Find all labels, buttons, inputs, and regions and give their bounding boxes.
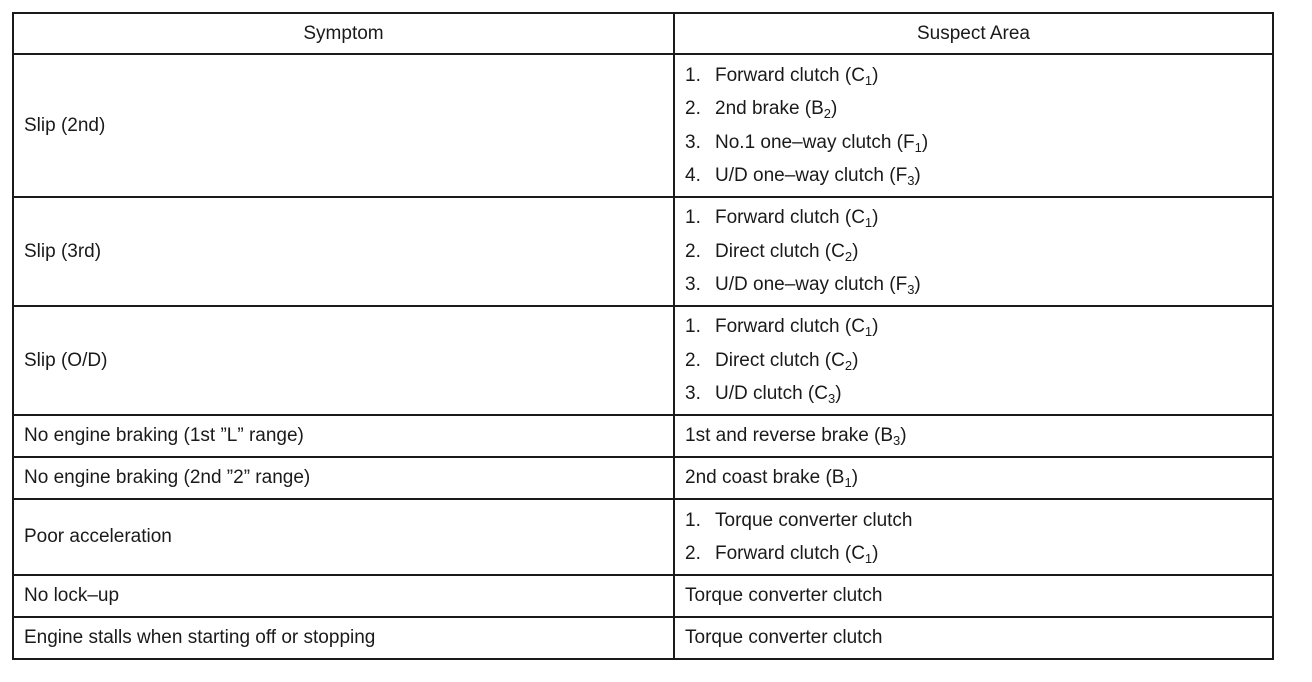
table-row	[13, 306, 1273, 415]
item-tail: )	[852, 349, 859, 371]
item-subscript: 3	[907, 173, 915, 188]
table-row	[13, 197, 1273, 306]
suspect-text: Torque converter clutch	[685, 627, 883, 648]
item-subscript: 1	[864, 215, 873, 231]
suspect-subscript: 1	[844, 475, 852, 490]
suspect-item	[685, 344, 1262, 378]
item-tail: )	[831, 98, 838, 119]
suspect-area-cell	[674, 617, 1273, 659]
item-tail: )	[872, 207, 879, 229]
suspect-text: 2nd coast brake (B	[685, 467, 845, 488]
suspect-item	[685, 537, 1262, 571]
item-text: 2nd brake (B	[715, 98, 824, 119]
suspect-item	[685, 377, 1262, 411]
suspect-list	[685, 201, 1262, 302]
suspect-item	[685, 59, 1262, 93]
item-text: U/D one–way clutch (F	[715, 165, 908, 186]
suspect-tail: )	[851, 467, 859, 488]
item-tail: )	[835, 383, 842, 405]
item-subscript: 2	[844, 357, 853, 373]
item-text: U/D clutch (C	[715, 383, 828, 405]
item-subscript: 2	[844, 248, 853, 264]
item-number: 2.	[685, 543, 701, 564]
item-tail: )	[921, 131, 929, 153]
suspect-area-cell	[674, 306, 1273, 415]
item-number: 1.	[685, 207, 701, 229]
item-tail: )	[852, 240, 859, 262]
suspect-item	[685, 268, 1262, 302]
symptom-cell: No lock–up	[13, 575, 674, 617]
item-text: Forward clutch (C	[715, 207, 865, 229]
item-number: 2.	[685, 349, 701, 371]
item-subscript: 3	[827, 391, 836, 407]
symptom-cell: Slip (O/D)	[13, 306, 674, 415]
troubleshooting-table	[12, 12, 1274, 660]
suspect-text: 1st and reverse brake (B	[685, 425, 894, 446]
item-text: Direct clutch (C	[715, 349, 845, 371]
item-number: 1.	[685, 64, 701, 86]
table-row	[13, 54, 1273, 197]
table-row	[13, 415, 1273, 457]
item-subscript: 1	[914, 139, 922, 155]
suspect-subscript: 3	[893, 433, 901, 448]
suspect-list	[685, 59, 1262, 193]
item-text: Forward clutch (C	[715, 543, 865, 564]
suspect-item	[685, 126, 1262, 160]
symptom-cell: Engine stalls when starting off or stopping	[13, 617, 674, 659]
item-number: 3.	[685, 131, 701, 153]
item-tail: )	[872, 64, 879, 86]
suspect-item	[685, 159, 1262, 193]
item-text: Direct clutch (C	[715, 240, 845, 262]
table-row	[13, 457, 1273, 499]
suspect-item	[685, 310, 1262, 344]
item-subscript: 1	[864, 324, 873, 340]
header-row	[13, 13, 1273, 54]
suspect-tail: )	[900, 425, 907, 446]
item-number: 1.	[685, 509, 701, 531]
item-tail: )	[872, 543, 879, 564]
item-text: No.1 one–way clutch (F	[715, 131, 915, 153]
header-suspect-area: Suspect Area	[674, 13, 1273, 54]
item-number: 1.	[685, 316, 701, 338]
table-row	[13, 575, 1273, 617]
item-tail: )	[914, 274, 921, 296]
item-number: 2.	[685, 240, 701, 262]
symptom-cell: No engine braking (1st ”L” range)	[13, 415, 674, 457]
item-subscript: 1	[864, 72, 873, 88]
suspect-item	[685, 235, 1262, 269]
symptom-cell: No engine braking (2nd ”2” range)	[13, 457, 674, 499]
suspect-item	[685, 92, 1262, 126]
item-number: 4.	[685, 165, 701, 186]
item-tail: )	[914, 165, 921, 186]
item-number: 3.	[685, 274, 701, 296]
suspect-area-cell	[674, 415, 1273, 457]
symptom-cell: Slip (3rd)	[13, 197, 674, 306]
item-number: 3.	[685, 383, 701, 405]
item-tail: )	[872, 316, 879, 338]
suspect-list	[685, 504, 1262, 571]
suspect-area-cell	[674, 575, 1273, 617]
item-text: Forward clutch (C	[715, 64, 865, 86]
suspect-area-cell	[674, 54, 1273, 197]
suspect-item	[685, 201, 1262, 235]
suspect-area-cell	[674, 457, 1273, 499]
item-subscript: 1	[864, 551, 873, 566]
symptom-cell: Poor acceleration	[13, 499, 674, 575]
troubleshooting-table-container	[12, 12, 1272, 660]
suspect-area-cell	[674, 499, 1273, 575]
item-text: Forward clutch (C	[715, 316, 865, 338]
symptom-cell: Slip (2nd)	[13, 54, 674, 197]
table-row	[13, 617, 1273, 659]
item-text: U/D one–way clutch (F	[715, 274, 908, 296]
suspect-list	[685, 310, 1262, 411]
item-subscript: 2	[823, 106, 832, 121]
item-text: Torque converter clutch	[715, 509, 913, 531]
item-number: 2.	[685, 98, 701, 119]
table-row	[13, 499, 1273, 575]
suspect-item	[685, 504, 1262, 538]
suspect-area-cell	[674, 197, 1273, 306]
suspect-text: Torque converter clutch	[685, 585, 883, 606]
header-symptom: Symptom	[13, 13, 674, 54]
item-subscript: 3	[907, 282, 915, 298]
